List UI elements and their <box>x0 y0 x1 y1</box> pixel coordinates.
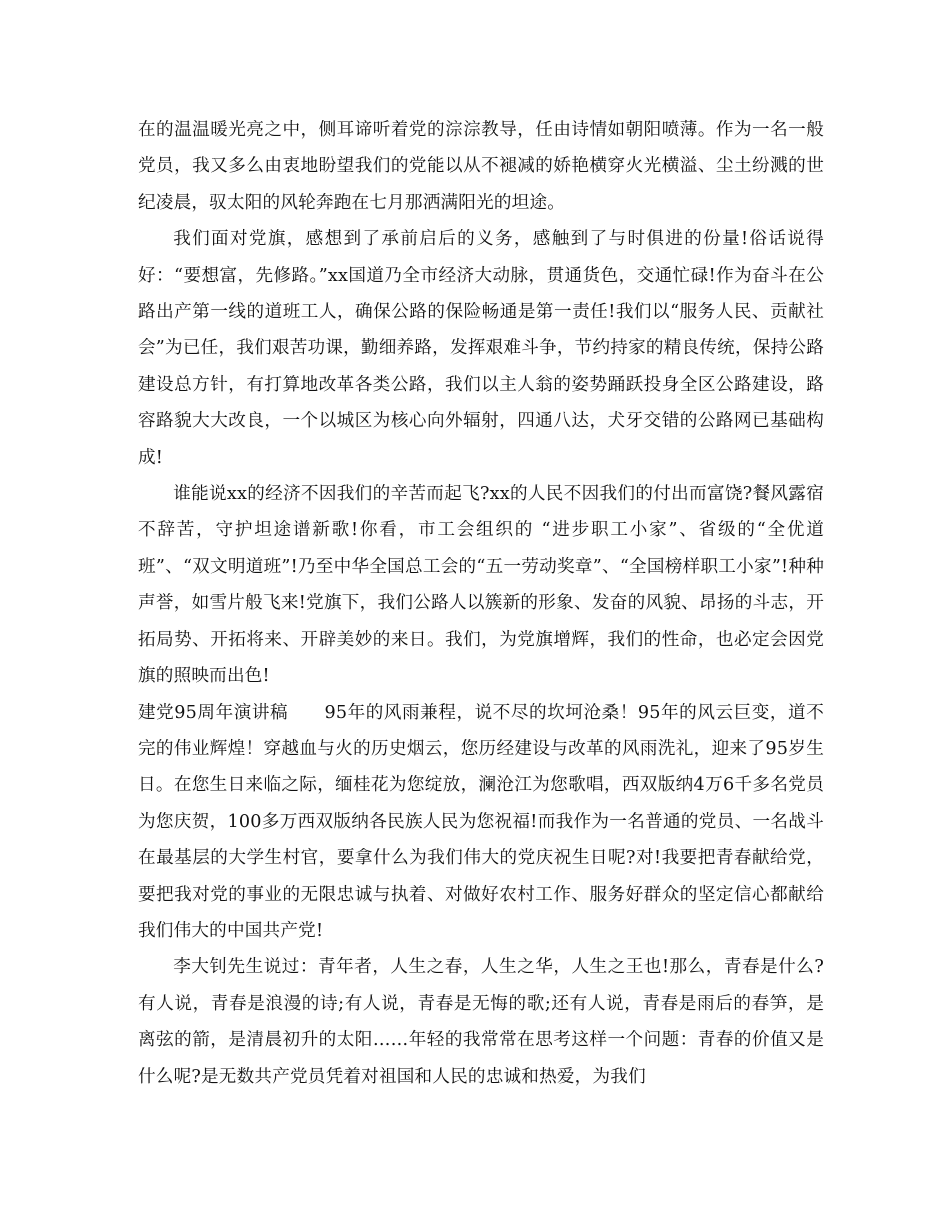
paragraph-1: 在的温温暖光亮之中，侧耳谛听着党的淙淙教导，任由诗情如朝阳喷薄。作为一名一般党员，我又多么由衷地盼望我们的党能以从不褪减的娇艳横穿火光横溢、尘土纷溅的世纪凌晨，驭太阳的风轮奔跑在七月那洒满阳光的坦途。 <box>138 120 824 213</box>
document-page <box>138 112 824 1095</box>
paragraph-4: 建党95周年演讲稿 95年的风雨兼程，说不尽的坎坷沧桑！95年的风云巨变，道不完的伟业辉煌！穿越血与火的历史烟云，您历经建设与改革的风雨洗礼，迎来了95岁生日。在您生日来临之际，缅桂花为您绽放，澜沧江为您歌唱，西双版纳4万6千多名党员为您庆贺，100多万西双版纳各民族人民为您祝福!而我作为一名普通的党员、一名战斗在最基层的大学生村官，要拿什么为我们伟大的党庆祝生日呢?对!我要把青春献给党，要把我对党的事业的无限忠诚与执着、对做好农村工作、服务好群众的坚定信心都献给我们伟大的中国共产党! <box>138 702 824 941</box>
paragraph-3: 谁能说xx的经济不因我们的辛苦而起飞?xx的人民不因我们的付出而富饶?餐风露宿不辞苦，守护坦途谱新歌!你看，市工会组织的 “进步职工小家”、省级的“全优道班”、“双文明道班”!乃至中华全国总工会的“五一劳动奖章”、“全国榜样职工小家”!种种声誉，如雪片般飞来!党旗下，我们公路人以簇新的形象、发奋的风貌、昂扬的斗志，开拓局势、开拓将来、开辟美妙的来日。我们，为党旗增辉，我们的性命，也必定会因党旗的照映而出色! <box>138 484 824 687</box>
paragraph-2: 我们面对党旗，感想到了承前启后的义务，感触到了与时俱进的份量!俗话说得好：“要想富，先修路。”xx国道乃全市经济大动脉，贯通货色，交通忙碌!作为奋斗在公路出产第一线的道班工人，确保公路的保险畅通是第一责任!我们以“服务人民、贡献社会”为已任，我们艰苦功课，勤细养路，发挥艰难斗争，节约持家的精良传统，保持公路建设总方针，有打算地改革各类公路，我们以主人翁的姿势踊跃投身全区公路建设，路容路貌大大改良，一个以城区为核心向外辐射，四通八达，犬牙交错的公路网已基础构成! <box>138 229 824 468</box>
paragraph-5: 李大钊先生说过：青年者，人生之春，人生之华，人生之王也!那么，青春是什么?有人说，青春是浪漫的诗;有人说，青春是无悔的歌;还有人说，青春是雨后的春笋，是离弦的箭，是清晨初升的太阳……年轻的我常常在思考这样一个问题：青春的价值又是什么呢?是无数共产党员凭着对祖国和人民的忠诚和热爱，为我们 <box>138 957 824 1087</box>
